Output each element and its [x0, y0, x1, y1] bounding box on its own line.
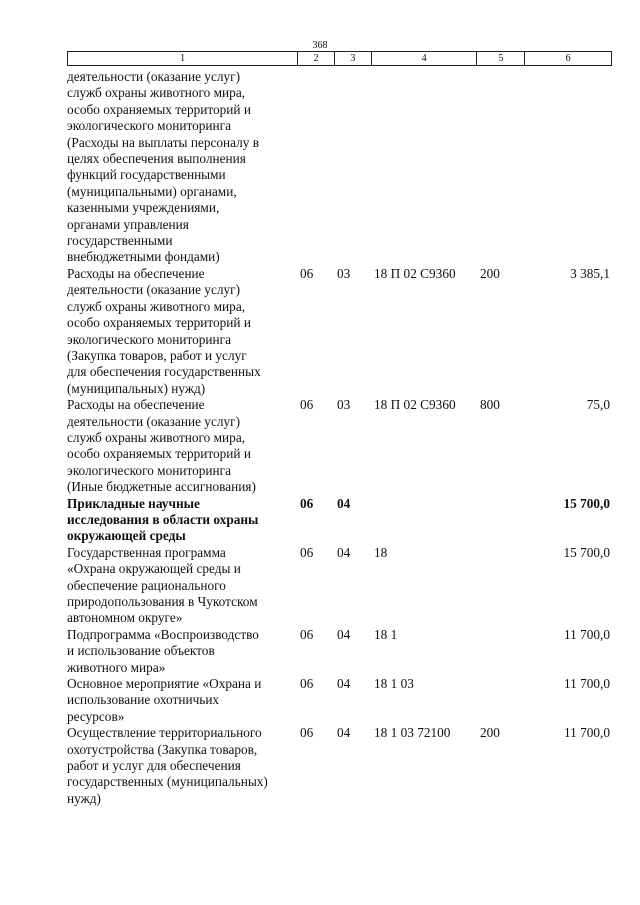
row-section: 06 [300, 725, 314, 741]
table-row [67, 627, 612, 676]
row-name-line: обеспечение рационального [67, 577, 226, 593]
row-name-line: служб охраны животного мира, [67, 85, 246, 101]
page-number: 368 [312, 40, 328, 51]
row-name-line: экологического мониторинга [67, 462, 231, 478]
row-name-line: особо охраняемых территорий и [67, 446, 251, 462]
row-name-line: особо охраняемых территорий и [67, 315, 251, 331]
row-name-line: (Иные бюджетные ассигнования) [67, 479, 256, 495]
table-row [67, 545, 612, 627]
row-name-line: (Расходы на выплаты персоналу в [67, 134, 260, 150]
row-section: 06 [300, 676, 314, 692]
row-target-code: 18 [374, 544, 388, 560]
row-name-line: функций государственными [67, 167, 226, 183]
row-name-line: нужд) [67, 790, 101, 806]
table-row [67, 676, 612, 725]
row-name-line: внебюджетными фондами) [67, 249, 220, 265]
row-subsection: 04 [337, 676, 351, 692]
row-name-line: Подпрограмма «Воспроизводство [67, 626, 259, 642]
row-amount: 15 700,0 [563, 544, 610, 560]
row-subsection: 03 [337, 397, 351, 413]
row-name-line: деятельности (оказание услуг) [67, 282, 241, 298]
row-subsection: 04 [337, 544, 351, 560]
row-name-line: служб охраны животного мира, [67, 298, 246, 314]
row-section: 06 [300, 626, 314, 642]
row-name-line: окружающей среды [67, 528, 186, 544]
row-name-line: государственных (муниципальных) [67, 774, 268, 790]
row-name-line: автономном округе» [67, 610, 183, 626]
row-subsection: 04 [337, 725, 351, 741]
row-amount: 75,0 [586, 397, 610, 413]
row-expense-type: 200 [480, 265, 500, 281]
row-section: 06 [300, 544, 314, 560]
row-name [67, 627, 298, 676]
row-section: 06 [300, 495, 314, 511]
table-row [67, 266, 612, 397]
row-name-line: Осуществление территориального [67, 725, 262, 741]
row-name-line: Расходы на обеспечение [67, 265, 205, 281]
row-name [67, 397, 298, 495]
row-name-line: использование охотничьих [67, 692, 220, 708]
row-amount: 11 700,0 [563, 725, 610, 741]
row-name [67, 69, 298, 266]
row-name-line: исследования в области охраны [67, 511, 259, 527]
row-name-line: государственными [67, 233, 173, 249]
header-col-1: 1 [68, 52, 298, 65]
row-name [67, 725, 298, 807]
row-name-line: ресурсов» [67, 708, 125, 724]
row-section: 06 [300, 265, 314, 281]
row-name [67, 545, 298, 627]
row-name-line: казенными учреждениями, [67, 200, 220, 216]
row-amount: 11 700,0 [563, 676, 610, 692]
row-name-line: деятельности (оказание услуг) [67, 69, 241, 84]
row-subsection: 04 [337, 626, 351, 642]
row-target-code: 18 1 03 [374, 676, 414, 692]
header-col-3: 3 [335, 52, 372, 65]
row-name-line: экологического мониторинга [67, 118, 231, 134]
table-row [67, 496, 612, 545]
table-row [67, 397, 612, 495]
row-section: 06 [300, 397, 314, 413]
row-expense-type: 200 [480, 725, 500, 741]
row-name-line: Государственная программа [67, 544, 226, 560]
row-name-line: Прикладные научные [67, 495, 200, 511]
header-col-4: 4 [372, 52, 478, 65]
header-col-6: 6 [565, 53, 571, 64]
row-name-line: (Закупка товаров, работ и услуг [67, 347, 247, 363]
row-name [67, 266, 298, 397]
table-header [67, 51, 612, 66]
row-target-code: 18 П 02 С9360 [374, 265, 456, 281]
row-name [67, 496, 298, 545]
table-row [67, 725, 612, 807]
row-amount: 15 700,0 [563, 495, 610, 511]
row-target-code: 18 1 03 72100 [374, 725, 451, 741]
row-name-line: служб охраны животного мира, [67, 429, 246, 445]
row-subsection: 04 [337, 495, 351, 511]
row-name-line: и использование объектов [67, 643, 215, 659]
row-name-line: (муниципальных) нужд) [67, 380, 206, 396]
row-name-line: Расходы на обеспечение [67, 397, 205, 413]
row-amount: 3 385,1 [570, 265, 610, 281]
row-expense-type: 800 [480, 397, 500, 413]
row-name-line: особо охраняемых территорий и [67, 101, 251, 117]
row-subsection: 03 [337, 265, 351, 281]
budget-table-body [67, 69, 612, 807]
row-name-line: животного мира» [67, 659, 166, 675]
row-name-line: охотустройства (Закупка товаров, [67, 741, 258, 757]
row-name [67, 676, 298, 725]
row-target-code: 18 П 02 С9360 [374, 397, 456, 413]
header-col-5: 5 [477, 52, 525, 65]
row-name-line: для обеспечения государственных [67, 364, 261, 380]
row-name-line: экологического мониторинга [67, 331, 231, 347]
row-name-line: работ и услуг для обеспечения [67, 758, 241, 774]
row-name-line: деятельности (оказание услуг) [67, 413, 241, 429]
header-col-2: 2 [298, 52, 335, 65]
row-name-line: Основное мероприятие «Охрана и [67, 676, 262, 692]
row-name-line: «Охрана окружающей среды и [67, 561, 241, 577]
row-target-code: 18 1 [374, 626, 398, 642]
table-row [67, 69, 612, 266]
row-name-line: целях обеспечения выполнения [67, 151, 246, 167]
row-name-line: природопользования в Чукотском [67, 594, 258, 609]
row-name-line: (муниципальными) органами, [67, 183, 237, 199]
row-name-line: органами управления [67, 216, 189, 232]
row-amount: 11 700,0 [563, 626, 610, 642]
